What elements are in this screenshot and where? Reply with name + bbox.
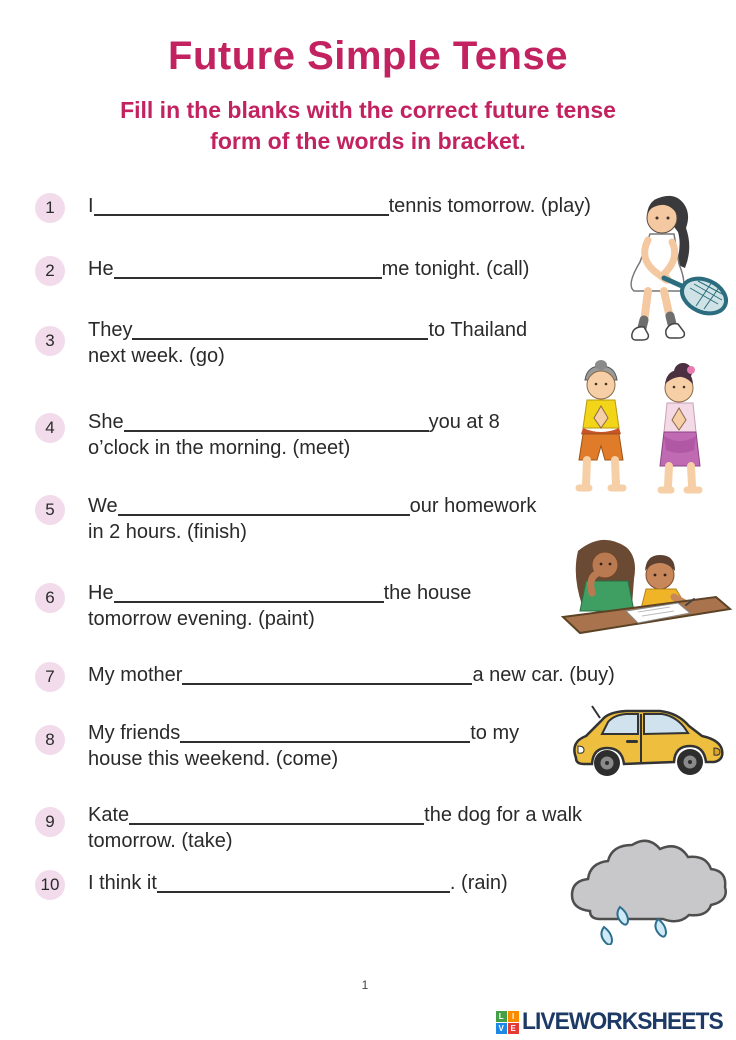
question-row-7 (35, 662, 615, 688)
question-line2: house this weekend. (come) (88, 748, 339, 770)
question-number-badge: 4 (35, 413, 65, 443)
logo-square-v: V (496, 1023, 507, 1034)
question-pre-text: We (88, 495, 118, 517)
question-post-text: . (rain) (449, 872, 508, 894)
question-row-5 (35, 493, 536, 545)
question-number-badge: 5 (35, 495, 65, 525)
question-post-text: the dog for a walk (424, 804, 583, 826)
answer-blank[interactable] (114, 601, 384, 603)
question-line2: tomorrow evening. (paint) (88, 608, 315, 630)
question-pre-text: She (88, 411, 124, 433)
answer-blank[interactable] (118, 514, 410, 516)
girl-playing-tennis-illustration (598, 188, 736, 346)
answer-blank[interactable] (132, 338, 428, 340)
question-number-badge: 9 (35, 807, 65, 837)
question-post-text: the house (383, 582, 472, 604)
question-post-text: tennis tomorrow. (play) (388, 195, 591, 217)
question-post-text: me tonight. (call) (381, 258, 530, 280)
question-pre-text: Kate (88, 804, 130, 826)
liveworksheets-logo[interactable] (496, 1008, 733, 1036)
question-line2: tomorrow. (take) (88, 830, 233, 852)
question-pre-text: I think it (88, 872, 157, 894)
question-post-text: to Thailand (428, 319, 528, 341)
instructions (0, 95, 736, 157)
question-row-4 (35, 409, 500, 461)
question-number-badge: 10 (35, 870, 65, 900)
question-row-1 (35, 193, 591, 219)
question-number-badge: 6 (35, 583, 65, 613)
instructions-line2: form of the words in bracket. (210, 128, 526, 154)
answer-blank[interactable] (114, 277, 382, 279)
question-post-text: you at 8 (428, 411, 500, 433)
question-post-text: a new car. (buy) (472, 664, 615, 686)
liveworksheets-wordmark: LIVEWORKSHEETS (521, 1008, 723, 1035)
question-line2: in 2 hours. (finish) (88, 521, 247, 543)
question-row-3 (35, 317, 527, 369)
question-number-badge: 1 (35, 193, 65, 223)
thai-children-greeting-illustration (545, 358, 735, 500)
children-doing-homework-illustration (558, 535, 736, 637)
answer-blank[interactable] (180, 741, 470, 743)
logo-square-i: I (508, 1011, 519, 1022)
question-row-2 (35, 256, 529, 282)
logo-square-l: L (496, 1011, 507, 1022)
question-row-6 (35, 580, 471, 632)
question-pre-text: I (88, 195, 94, 217)
answer-blank[interactable] (124, 430, 429, 432)
question-row-8 (35, 720, 519, 772)
question-post-text: to my (470, 722, 520, 744)
question-pre-text: They (88, 319, 133, 341)
question-row-9 (35, 802, 582, 854)
question-line2: next week. (go) (88, 345, 225, 367)
question-line2: o’clock in the morning. (meet) (88, 437, 351, 459)
page-number: 1 (361, 978, 369, 992)
instructions-line1: Fill in the blanks with the correct future tense (120, 97, 616, 123)
question-row-10 (35, 870, 508, 896)
answer-blank[interactable] (94, 214, 389, 216)
question-pre-text: My friends (88, 722, 181, 744)
yellow-car-illustration (562, 700, 732, 788)
answer-blank[interactable] (182, 683, 472, 685)
question-pre-text: He (88, 582, 114, 604)
question-pre-text: My mother (88, 664, 183, 686)
question-number-badge: 7 (35, 662, 65, 692)
question-number-badge: 8 (35, 725, 65, 755)
answer-blank[interactable] (157, 891, 450, 893)
page-title: Future Simple Tense (168, 34, 568, 78)
question-number-badge: 2 (35, 256, 65, 286)
rain-cloud-illustration (558, 833, 733, 945)
question-post-text: our homework (409, 495, 537, 517)
answer-blank[interactable] (129, 823, 424, 825)
liveworksheets-grid-icon (496, 1011, 519, 1034)
question-pre-text: He (88, 258, 114, 280)
question-number-badge: 3 (35, 326, 65, 356)
logo-square-e: E (508, 1023, 519, 1034)
